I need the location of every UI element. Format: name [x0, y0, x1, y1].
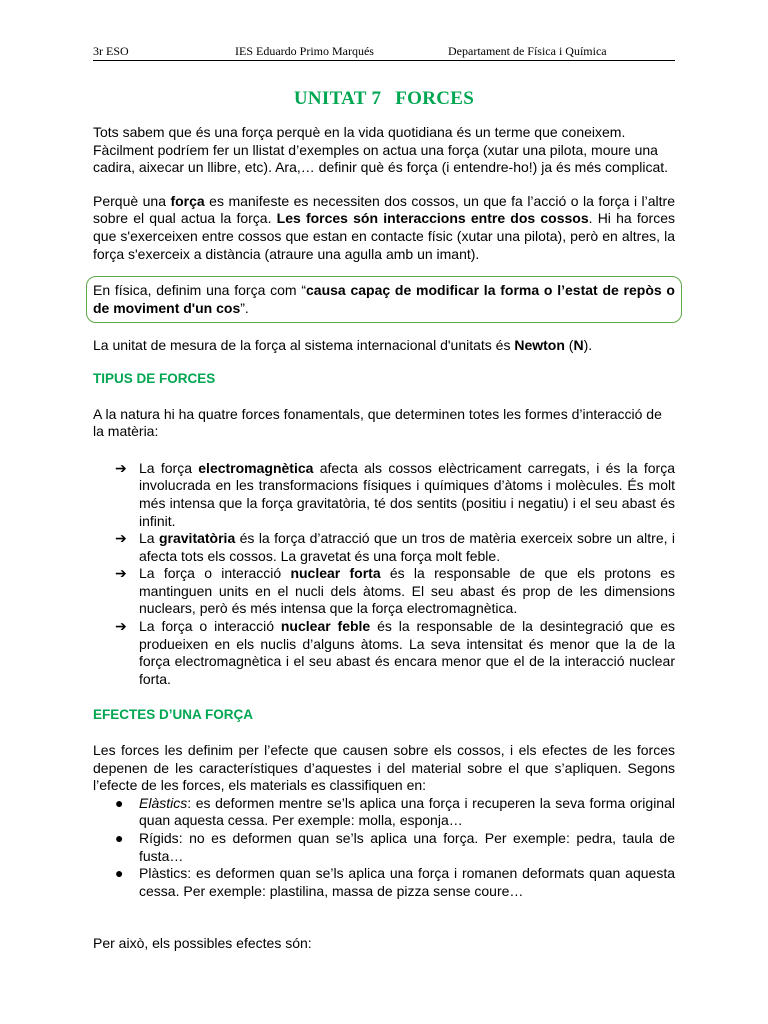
bold-term: gravitatòria [158, 530, 236, 547]
page-title [0, 88, 768, 110]
list-item [115, 830, 675, 865]
arrow-bullet-icon: ➔ [115, 618, 127, 635]
bold-term: força [170, 192, 205, 209]
bold-term: electromagnètica [198, 459, 314, 476]
bold-term: nuclear forta [290, 565, 381, 582]
bold-term: nuclear feble [280, 618, 371, 635]
text-run: La força o interacció [139, 565, 291, 582]
text-run: La [139, 530, 159, 547]
term: Rígids [139, 830, 179, 846]
text-run: ). [583, 337, 593, 354]
italic-term: Elàstics [139, 794, 188, 811]
intro-paragraph: Tots sabem que és una força perquè en la vida quotidiana és un terme que coneixem. Fàcilment podríem fer un llistat d’exemples on actua una força (xutar una pilota, moure una cadira, aixecar un llibre, etc). Ara,… definir què és força (i entendre-ho!) ja és més complicat. [93, 124, 669, 176]
text-run: . Hi ha forces que s'exerceixen entre cossos que estan en contacte físic (xutar una pilota), però en altres, la força s'exerceix a distància (atraure una agulla amb un imant). [93, 210, 675, 262]
list-item [115, 865, 675, 900]
header-course: 3r ESO [93, 44, 129, 58]
dot-bullet-icon: ● [115, 830, 124, 846]
document-body [93, 124, 675, 953]
effects-closing: Per això, els possibles efectes són: [93, 935, 312, 952]
effects-intro: Les forces les definim per l’efecte que causen sobre els cossos, i els efectes de les forces depenen de les característiques d’aquestes i del material sobre el que s’apliquen. Segons l’efecte de les forces, els materials es classifiquen en: [93, 742, 675, 794]
interaction-paragraph [93, 193, 675, 263]
text-run: és la força d’atracció que un tros de matèria exerceix sobre un altre, i afecta tots els cossos. La gravetat és una força molt feble. [139, 530, 675, 564]
list-item [115, 618, 675, 688]
dot-bullet-icon: ● [115, 794, 124, 811]
text-run: ( [564, 337, 574, 354]
text-run: és la responsable de que els protons es mantinguen units en el nucli dels àtoms. El seu abast és prop de les dimensions nuclears, però és més intensa que la força electromagnètica. [139, 565, 675, 617]
types-intro: A la natura hi ha quatre forces fonamentals, que determinen totes les formes d’interacció de la matèria: [93, 405, 662, 440]
text-run: En física, definim una força com “ [93, 282, 306, 299]
list-item [115, 794, 675, 830]
forces-list [93, 460, 675, 689]
title-unit: UNITAT 7 [293, 88, 382, 109]
bold-statement: Les forces són interaccions entre dos cossos [276, 210, 589, 227]
header-department: Departament de Física i Química [448, 44, 607, 58]
text-run: : no es deformen quan se’ls aplica una força. Per exemple: pedra, taula de fusta… [139, 830, 675, 864]
section-heading-effects: EFECTES D’UNA FORÇA [93, 707, 254, 723]
dot-bullet-icon: ● [115, 865, 124, 882]
text-run: : es deformen mentre se’ls aplica una força i recuperen la seva forma original quan aquesta cessa. Per exemple: molla, esponja… [139, 794, 675, 829]
term: Plàstics [139, 865, 188, 882]
list-item [115, 565, 675, 618]
list-item [115, 530, 675, 565]
text-run: Perquè una [93, 192, 171, 209]
definition-bold: causa capaç de modificar la forma o l’estat de repòs o de moviment d'un cos [93, 282, 675, 316]
text-run: La força [139, 459, 199, 476]
unit-symbol: N [573, 337, 584, 354]
unit-paragraph [93, 337, 675, 355]
text-run: és la responsable de la desintegració que es produeixen en els nuclis d’alguns àtoms. La seva intensitat és menor que la de la força electromagnètica i el seu abast és encara menor que el de la interacció nuclear forta. [139, 618, 675, 687]
arrow-bullet-icon: ➔ [115, 565, 127, 582]
unit-name: Newton [514, 337, 565, 354]
text-run: afecta als cossos elèctricament carregats, i és la força involucrada en les transformacions físiques i químiques d’àtoms i molècules. És molt més intensa que la força gravitatòria, té dos sentits (positiu i negatiu) i el seu abast és infinit. [139, 459, 675, 529]
header-school: IES Eduardo Primo Marqués [235, 44, 374, 58]
arrow-bullet-icon: ➔ [115, 459, 127, 476]
definition-box [86, 276, 682, 323]
text-run: La força o interacció [139, 618, 281, 635]
materials-list [93, 795, 675, 901]
text-run: La unitat de mesura de la força al sistema internacional d'unitats és [93, 337, 515, 354]
definition-text [93, 282, 675, 317]
text-run: es manifeste es necessiten dos cossos, un que fa l’acció o la força i l’altre sobre el qual actua la força. [93, 192, 675, 227]
text-run: : es deformen quan se’ls aplica una força i romanen deformats quan aquesta cessa. Per exemple: plastilina, massa de pizza sense coure… [139, 865, 675, 899]
arrow-bullet-icon: ➔ [115, 530, 127, 547]
page-header [93, 43, 675, 61]
text-run: ”. [240, 299, 249, 316]
title-name: FORCES [395, 88, 475, 109]
list-item [115, 459, 675, 530]
section-heading-types: TIPUS DE FORCES [93, 370, 216, 386]
